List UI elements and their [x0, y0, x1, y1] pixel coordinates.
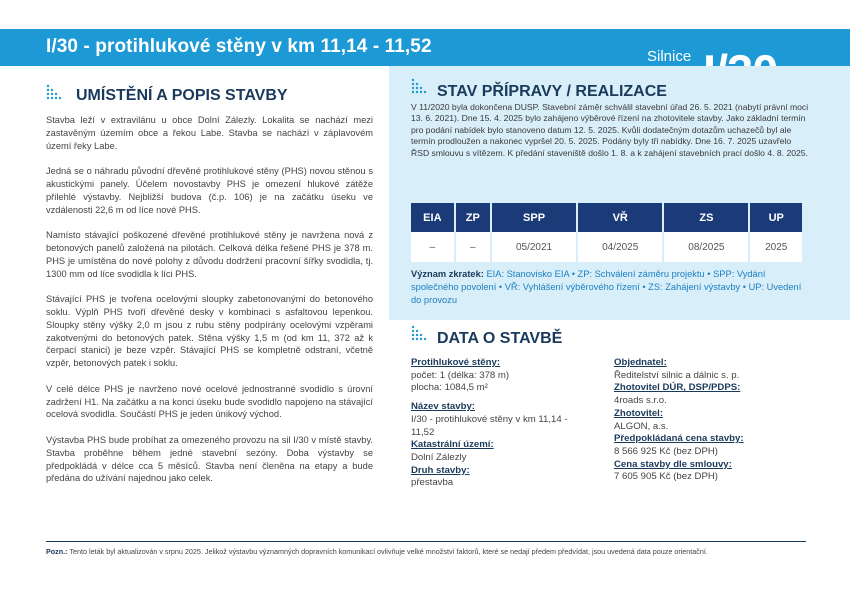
- section-marker-icon: [46, 84, 64, 102]
- phase-value-up: 2025: [749, 232, 802, 262]
- page-title: I/30 - protihlukové stěny v km 11,14 - 11,52: [46, 36, 432, 57]
- phase-header-eia: EIA: [411, 203, 455, 232]
- location-paragraph: Stávající PHS je tvořena ocelovými sloupky zabetonovanými do betonového soklu. Výplň PHS tvoří dřevěné desky v kombinaci s asfaltovou lepenkou. Sloupky stěny výšky 2,0 m jsou z rubu stěny podpírány ocelovými vzpěrami zakotvenými do betonových patek. Stěna výšky 1,5 m (od km 11, 372 až k čerpací stanici) je beze vzpěr. Stávající PHS se kompletně odstraní, včetně vzpěr, betonových patek i soklu.: [46, 294, 373, 369]
- location-paragraph: V celé délce PHS je navrženo nové ocelové jednostranné svodidlo s úrovní zadržení H1. Na začátku a na konci úseku bude svodidlo napojeno na stávající ocelová svodidla. Součástí PHS je jeden únikový východ.: [46, 383, 373, 420]
- phase-value-zs: 08/2025: [663, 232, 749, 262]
- data-column-left: [411, 357, 591, 490]
- phase-value-vr: 04/2025: [577, 232, 663, 262]
- client-value: Ředitelství silnic a dálnic s. p.: [614, 369, 740, 381]
- cadastre-label: Katastrální území:: [411, 439, 494, 451]
- designer-value: 4roads s.r.o.: [614, 395, 667, 407]
- phase-header-zp: ZP: [455, 203, 491, 232]
- contractor-value: ALGON, a.s.: [614, 420, 669, 432]
- phase-header-up: UP: [749, 203, 802, 232]
- data-section-title: DATA O STAVBĚ: [437, 330, 563, 347]
- walls-area: plocha: 1084,5 m²: [411, 382, 488, 394]
- data-column-right: [614, 357, 814, 484]
- legend-text: EIA: Stanovisko EIA • ZP: Schválení záměru projektu • SPP: Vydání společného povolení • VŘ: Vyhlášení výběrového řízení • ZS: Zahájení výstavby • UP: Uvedení do provozu: [411, 269, 802, 305]
- phase-value-zp: –: [455, 232, 491, 262]
- cadastre-value: Dolní Zálezly: [411, 451, 467, 463]
- phase-value-eia: –: [411, 232, 455, 262]
- estimated-price-label: Předpokládaná cena stavby:: [614, 433, 744, 445]
- status-description: V 11/2020 byla dokončena DUSP. Stavební záměr schválil stavební úřad 26. 5. 2021 (nabytí právní moci 13. 6. 2021). Dne 15. 4. 2025 bylo zahájeno výběrové řízení na zhotovitele stavby. Jako základní termín pro podání nabídek bylo stanoveno datum 12. 5. 2025. Kvůli dodatečným dotazům uchazečů byl ale termín prodloužen a nakonec vypršel 20. 5. 2025. Podány byly tři nabídky. Dne 16. 7. 2025 uzavřelo ŘSD smlouvu s vítězem. K předání staveniště došlo 1. 8. a k zahájení stavebních prací došlo 4. 8. 2025.: [411, 102, 809, 158]
- location-paragraph: Výstavba PHS bude probíhat za omezeného provozu na sil I/30 v místě stavby. Stavba proběhne během jedné stavební sezóny. Doba výstavby se předpokládá v délce cca 5 měsíců. Stavba není členěna na etapy a bude předána do užívání najednou jako celek.: [46, 434, 373, 484]
- phase-value-spp: 05/2021: [491, 232, 577, 262]
- client-label: Objednatel:: [614, 357, 667, 368]
- section-marker-icon: [411, 78, 429, 96]
- phase-header-spp: SPP: [491, 203, 577, 232]
- header-bar: [0, 29, 850, 66]
- name-value: I/30 - protihlukové stěny v km 11,14 - 11,52: [411, 413, 568, 438]
- phase-table: [411, 203, 802, 262]
- legend-label: Význam zkratek:: [411, 269, 484, 279]
- location-paragraph: Jedná se o náhradu původní dřevěné protihlukové stěny (PHS) novou stěnou s akustickými panely. Účelem novostavby PHS je omezení hlukové zátěže přilehlé výstavby. Nejbližší budova (č.p. 106) je na začátku úseku ve vzdálenosti 22,6 m od líce nové PHS.: [46, 166, 373, 215]
- location-description: [46, 114, 373, 498]
- contract-price-label: Cena stavby dle smlouvy:: [614, 458, 732, 470]
- phase-header-zs: ZS: [663, 203, 749, 232]
- construction-type-label: Druh stavby:: [411, 464, 470, 476]
- contractor-label: Zhotovitel:: [614, 407, 664, 419]
- footnote: [46, 547, 826, 556]
- status-section-title: STAV PŘÍPRAVY / REALIZACE: [437, 83, 667, 100]
- contract-price-value: 7 605 905 Kč (bez DPH): [614, 471, 718, 483]
- phase-table-header: [411, 203, 802, 232]
- location-paragraph: Stavba leží v extravilánu u obce Dolní Zálezly. Lokalita se nachází mezi zastavěným územím obce a řekou Labe. Stavba se nachází v záplavovém území řeky Labe.: [46, 115, 373, 151]
- section-marker-icon: [411, 325, 429, 343]
- road-label: Silnice: [647, 48, 692, 65]
- location-section-title: UMÍSTĚNÍ A POPIS STAVBY: [76, 87, 288, 104]
- phase-table-row: [411, 232, 802, 262]
- estimated-price-value: 8 566 925 Kč (bez DPH): [614, 445, 718, 457]
- abbreviation-legend: [411, 268, 811, 306]
- footer-divider: [46, 541, 806, 542]
- construction-type-value: přestavba: [411, 477, 454, 489]
- footnote-label: Pozn.:: [46, 547, 68, 556]
- walls-label: Protihlukové stěny:: [411, 357, 501, 368]
- designer-label: Zhotovitel DÚR, DSP/PDPS:: [614, 382, 741, 394]
- name-label: Název stavby:: [411, 401, 475, 413]
- walls-count: počet: 1 (délka: 378 m): [411, 369, 510, 381]
- footnote-text: Tento leták byl aktualizován v srpnu 2025. Jelikož výstavbu významných dopravních komunikací ovlivňuje velké množství faktorů, které se nedají předem předvídat, jsou uvedená data pouze orientační.: [69, 547, 708, 556]
- phase-header-vr: VŘ: [577, 203, 663, 232]
- location-paragraph: Namísto stávající poškozené dřevěné protihlukové stěny je navržena nová z betonových panelů založená na pilotách. Celková délka řešené PHS je 378 m. PHS je umístěna do nové polohy z důvodu dodržení pracovní šířky svodidla, tj. 1300 mm od líce svodidla k líci PHS.: [46, 230, 373, 279]
